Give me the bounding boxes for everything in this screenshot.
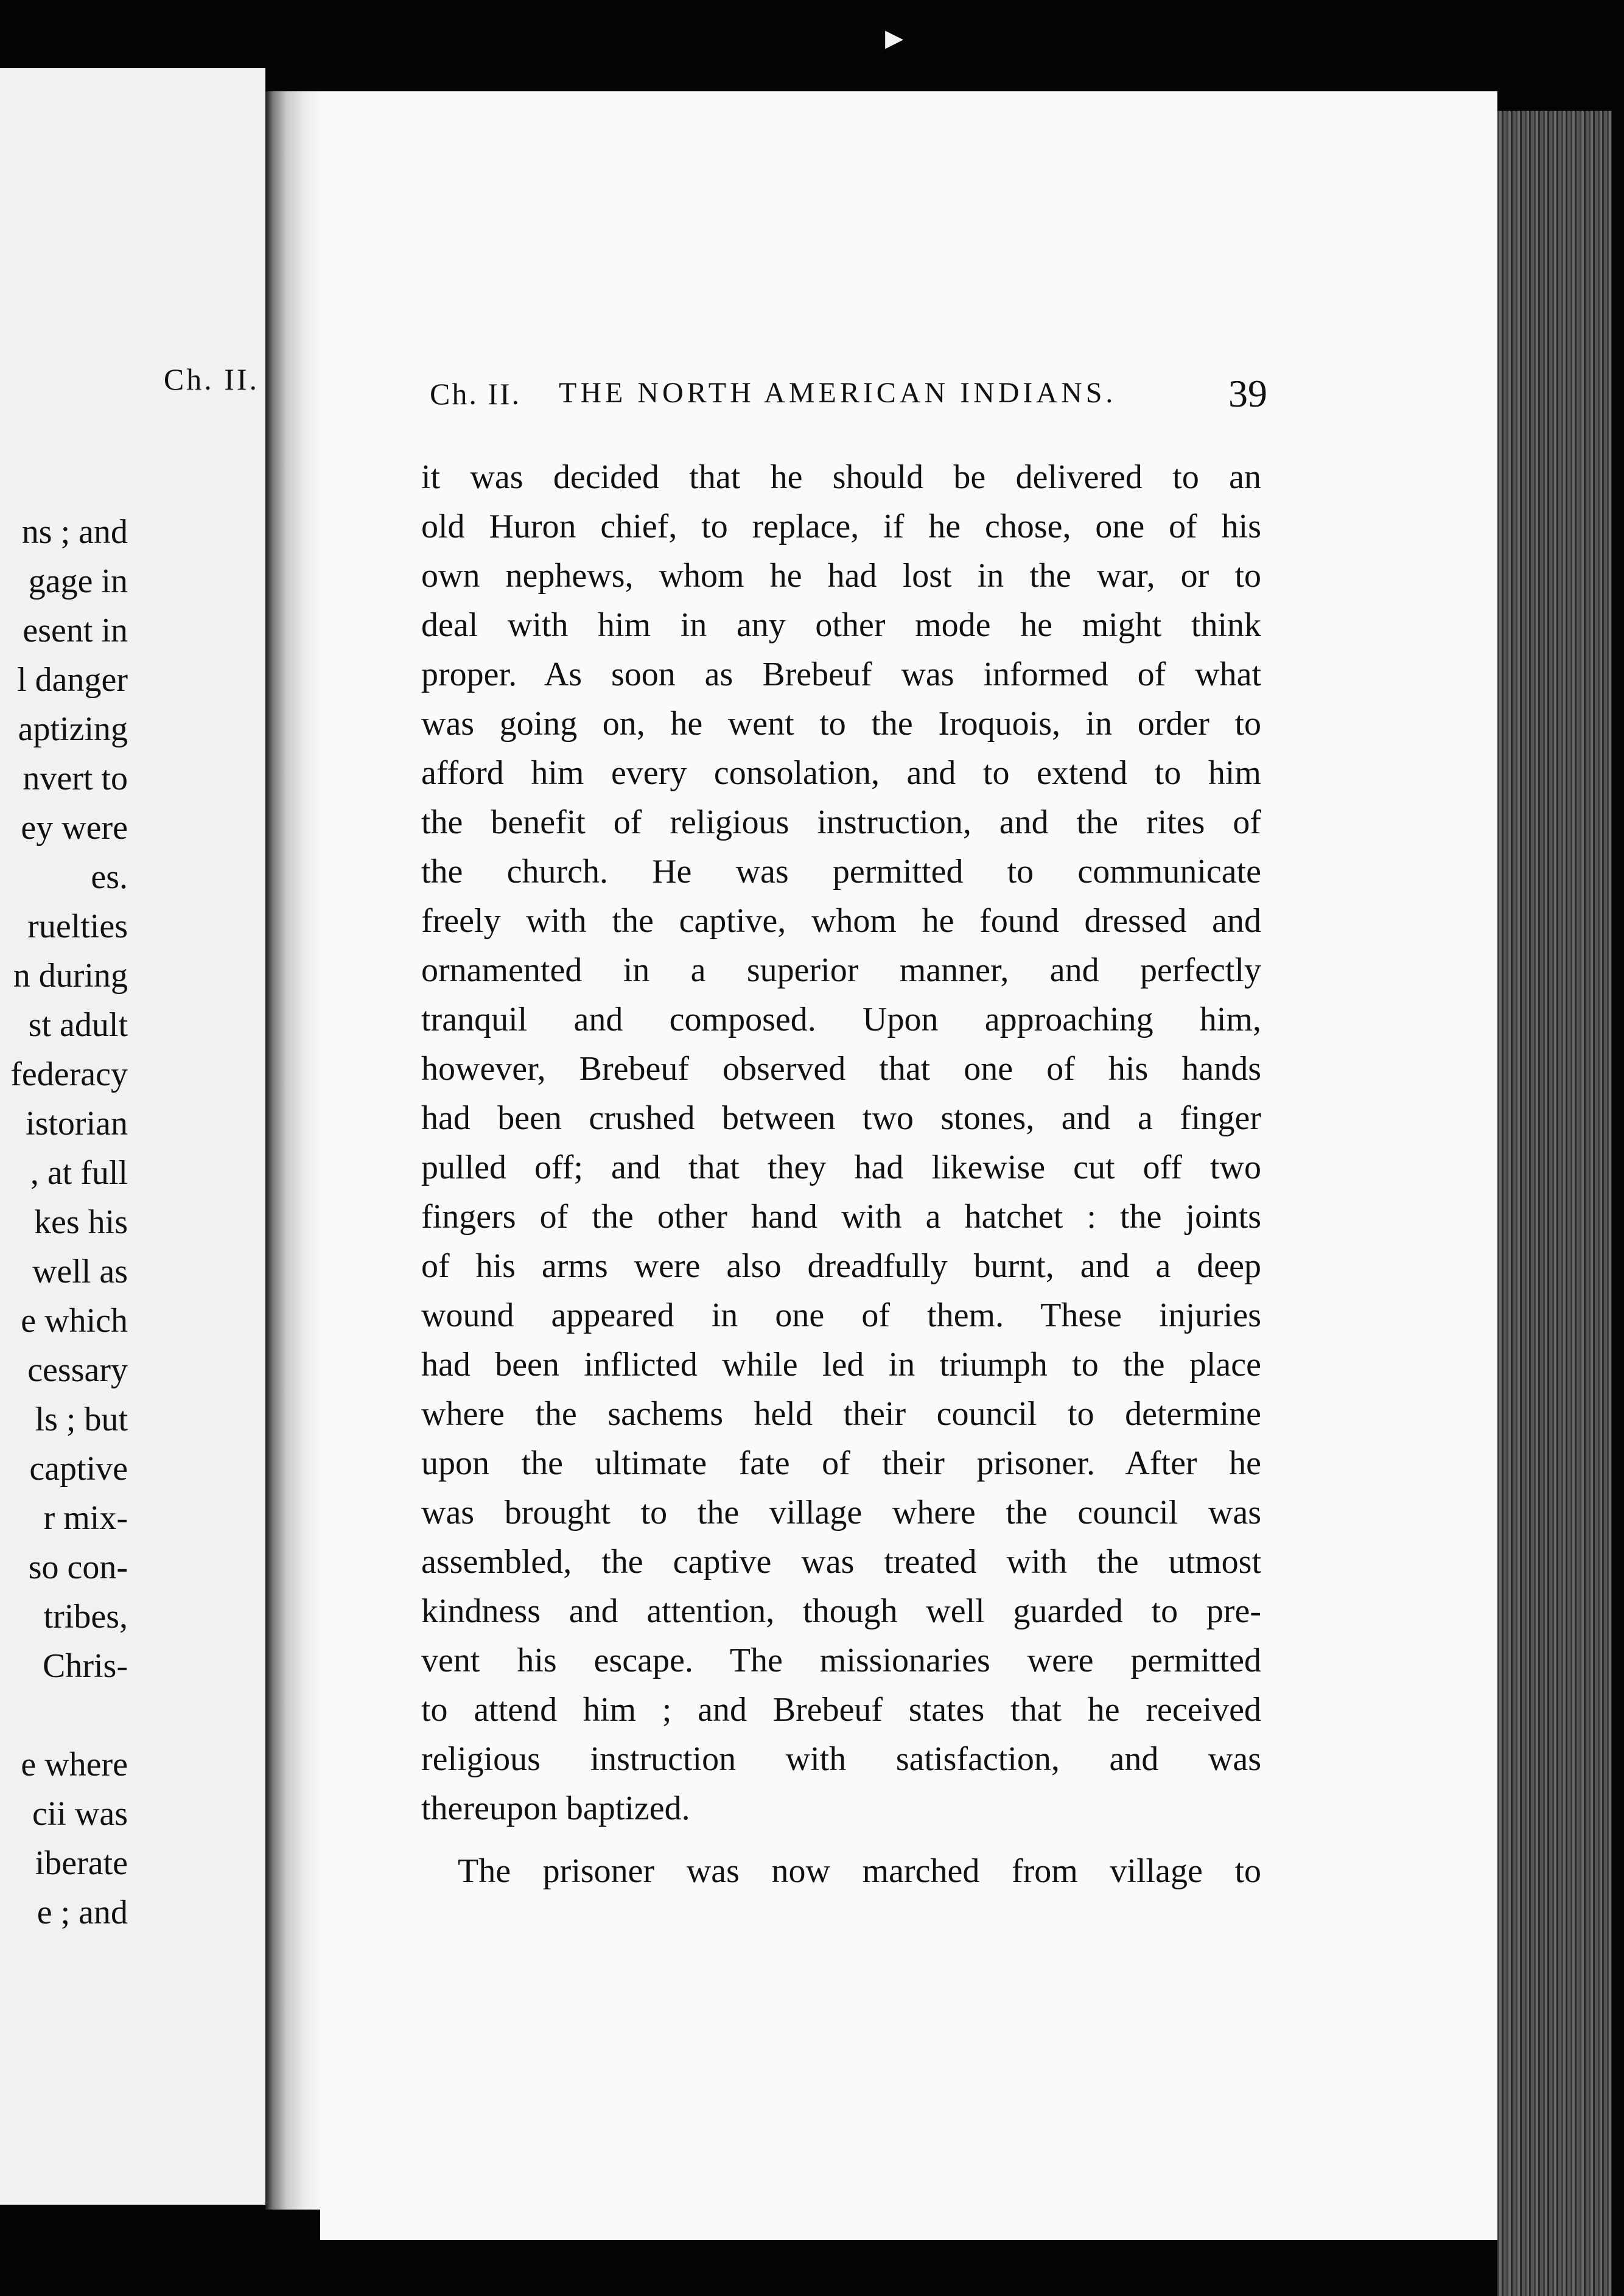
left-text-line: gage in: [28, 562, 128, 600]
left-text-line: cessary: [27, 1351, 128, 1389]
left-text-line: ruelties: [27, 908, 128, 945]
left-text-line: captive: [29, 1450, 128, 1488]
text-line: the benefit of religious instruction, and the rites of: [421, 803, 1261, 841]
left-text-line: e where: [21, 1746, 128, 1783]
left-text-line: st adult: [28, 1006, 128, 1044]
text-line: was going on, he went to the Iroquois, in order to: [421, 705, 1261, 743]
text-line: ornamented in a superior manner, and perfectly: [421, 951, 1261, 989]
left-text-line: e ; and: [37, 1894, 128, 1931]
left-text-line: so con-: [28, 1549, 128, 1586]
text-line: had been crushed between two stones, and a finger: [421, 1099, 1261, 1137]
left-text-line: esent in: [23, 612, 128, 649]
left-text-line: , at full: [30, 1154, 128, 1192]
text-line: freely with the captive, whom he found dressed and: [421, 902, 1261, 940]
page-number: 39: [1228, 372, 1267, 415]
chapter-label: Ch. II.: [430, 377, 522, 411]
paragraph: [421, 453, 1261, 1833]
text-line: of his arms were also dreadfully burnt, and a deep: [421, 1247, 1261, 1285]
left-text-line: l danger: [17, 661, 128, 699]
text-line: proper. As soon as Brebeuf was informed of what: [421, 656, 1261, 693]
left-text-line: Chris-: [43, 1647, 128, 1685]
left-text-line: kes his: [34, 1203, 128, 1241]
text-line: afford him every consolation, and to extend to him: [421, 754, 1261, 792]
text-line: deal with him in any other mode he might think: [421, 606, 1261, 644]
left-text-line: ns ; and: [21, 513, 128, 551]
paragraph: [421, 1847, 1261, 1896]
left-text-line: r mix-: [43, 1499, 128, 1537]
text-line: own nephews, whom he had lost in the war, or to: [421, 557, 1261, 595]
left-running-header: Ch. II.: [163, 362, 259, 396]
text-line: the church. He was permitted to communicate: [421, 853, 1261, 891]
text-line: old Huron chief, to replace, if he chose, one of his: [421, 508, 1261, 545]
text-line: where the sachems held their council to determine: [421, 1395, 1261, 1433]
text-line: upon the ultimate fate of their prisoner. After he: [421, 1444, 1261, 1482]
text-line: it was decided that he should be delivered to an: [421, 458, 1261, 496]
left-text-line: ls ; but: [35, 1401, 128, 1438]
running-header: [430, 372, 1267, 431]
text-line: however, Brebeuf observed that one of his hands: [421, 1050, 1261, 1088]
text-line: had been inflicted while led in triumph to the place: [421, 1346, 1261, 1384]
text-line: religious instruction with satisfaction, and was: [421, 1740, 1261, 1778]
left-text-line: federacy: [10, 1055, 128, 1093]
left-text-line: tribes,: [43, 1598, 128, 1636]
text-line: thereupon baptized.: [421, 1790, 690, 1827]
left-text-line: istorian: [26, 1105, 128, 1143]
left-page-text: [0, 508, 128, 1937]
running-title: THE NORTH AMERICAN INDIANS.: [559, 377, 1117, 409]
text-line: wound appeared in one of them. These injuries: [421, 1297, 1261, 1334]
left-text-line: ey were: [21, 809, 128, 847]
left-text-line: cii was: [32, 1795, 128, 1833]
text-line: kindness and attention, though well guarded to pre-: [421, 1592, 1261, 1630]
left-text-line: e which: [21, 1302, 128, 1340]
left-text-line: iberate: [35, 1844, 128, 1882]
text-line: assembled, the captive was treated with the utmost: [421, 1543, 1261, 1581]
left-text-line: n during: [13, 957, 128, 995]
text-line: fingers of the other hand with a hatchet : the joints: [421, 1198, 1261, 1236]
left-text-line: [0, 1691, 128, 1740]
left-page: [0, 68, 265, 2205]
left-text-line: well as: [32, 1253, 128, 1290]
text-line: vent his escape. The missionaries were permitted: [421, 1642, 1261, 1679]
left-text-line: nvert to: [23, 760, 128, 797]
page-corner-mark: ▸: [885, 17, 904, 57]
page-edge: [1497, 111, 1612, 2296]
text-line: to attend him ; and Brebeuf states that he received: [421, 1691, 1261, 1729]
body-text: [421, 453, 1261, 1896]
left-text-line: aptizing: [18, 710, 128, 748]
text-line: tranquil and composed. Upon approaching him,: [421, 1001, 1261, 1038]
left-text-line: es.: [91, 858, 128, 896]
text-line: was brought to the village where the council was: [421, 1494, 1261, 1531]
book-gutter: [265, 91, 320, 2210]
text-line: The prisoner was now marched from village to: [458, 1852, 1261, 1890]
text-line: pulled off; and that they had likewise cut off two: [421, 1149, 1261, 1186]
